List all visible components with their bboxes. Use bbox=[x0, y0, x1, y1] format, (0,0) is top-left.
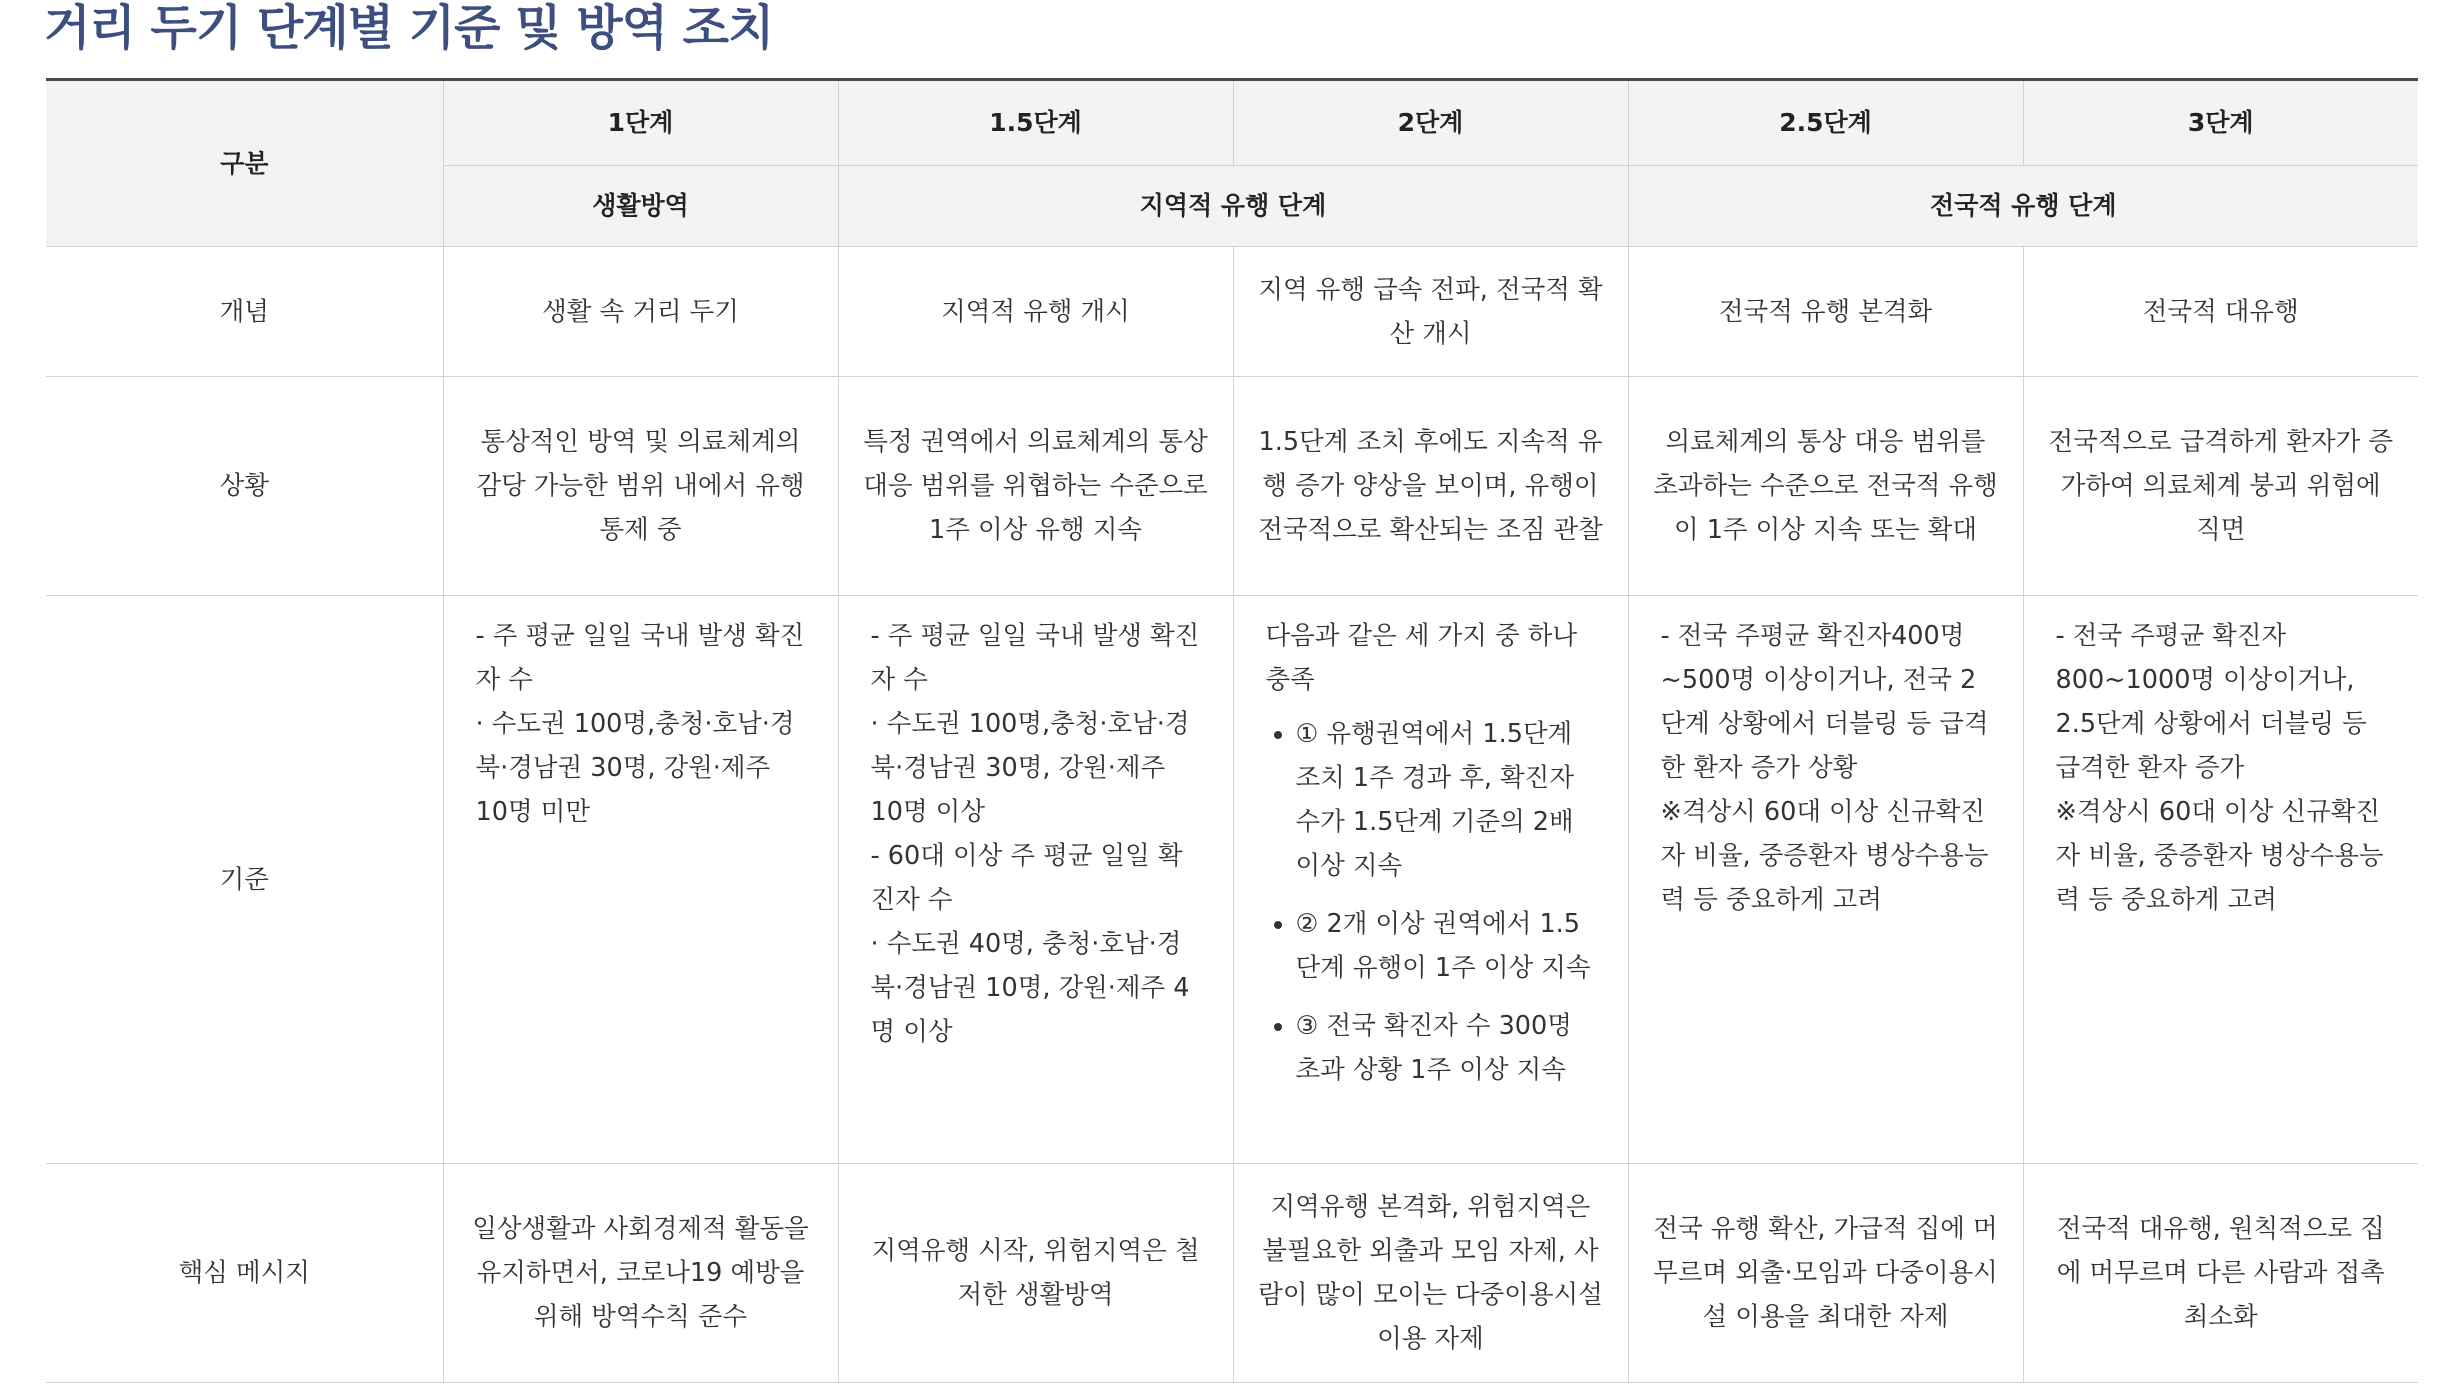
row-label-key-message: 핵심 메시지 bbox=[46, 1164, 443, 1383]
header-group-daily-prevention: 생활방역 bbox=[443, 166, 838, 247]
cell-message-stage-2: 지역유행 본격화, 위험지역은 불필요한 외출과 모임 자제, 사람이 많이 모이는 다중이용시설 이용 자제 bbox=[1233, 1164, 1628, 1383]
cell-message-stage-2-5: 전국 유행 확산, 가급적 집에 머무르며 외출·모임과 다중이용시설 이용을 최대한 자제 bbox=[1628, 1164, 2023, 1383]
cell-concept-stage-3: 전국적 대유행 bbox=[2023, 247, 2418, 377]
criteria-text: - 주 평균 일일 국내 발생 확진자 수 bbox=[870, 621, 1200, 695]
criteria-intro: 다음과 같은 세 가지 중 하나 충족 bbox=[1265, 621, 1577, 695]
header-stage-1: 1단계 bbox=[443, 80, 838, 166]
cell-concept-stage-1: 생활 속 거리 두기 bbox=[443, 247, 838, 377]
criteria-list bbox=[1266, 712, 1598, 1092]
criteria-text: - 전국 주평균 확진자 800~1000명 이상이거나, 2.5단계 상황에서 더블링 등 급격한 환자 증가 bbox=[2055, 621, 2367, 783]
cell-message-stage-1-5: 지역유행 시작, 위험지역은 철저한 생활방역 bbox=[838, 1164, 1233, 1383]
row-label-concept: 개념 bbox=[46, 247, 443, 377]
cell-message-stage-1: 일상생활과 사회경제적 활동을 유지하면서, 코로나19 예방을 위해 방역수칙 준수 bbox=[443, 1164, 838, 1383]
cell-message-stage-3: 전국적 대유행, 원칙적으로 집에 머무르며 다른 사람과 접촉 최소화 bbox=[2023, 1164, 2418, 1383]
cell-situation-stage-1: 통상적인 방역 및 의료체계의 감당 가능한 범위 내에서 유행 통제 중 bbox=[443, 377, 838, 596]
criteria-note: ※격상시 60대 이상 신규확진자 비율, 중증환자 병상수용능력 등 중요하게 고려 bbox=[2055, 797, 2384, 915]
cell-criteria-stage-1-5 bbox=[838, 596, 1233, 1164]
cell-concept-stage-2-5: 전국적 유행 본격화 bbox=[1628, 247, 2023, 377]
criteria-note: ※격상시 60대 이상 신규확진자 비율, 중증환자 병상수용능력 등 중요하게 고려 bbox=[1660, 797, 1989, 915]
header-stage-1-5: 1.5단계 bbox=[838, 80, 1233, 166]
criteria-text: - 60대 이상 주 평균 일일 확진자 수 bbox=[870, 841, 1183, 915]
header-group-national: 전국적 유행 단계 bbox=[1628, 166, 2418, 247]
row-label-criteria: 기준 bbox=[46, 596, 443, 1164]
page-title: 거리 두기 단계별 기준 및 방역 조치 bbox=[44, 0, 774, 56]
cell-criteria-stage-2-5 bbox=[1628, 596, 2023, 1164]
header-stage-2: 2단계 bbox=[1233, 80, 1628, 166]
list-item: • ③ 전국 확진자 수 300명 초과 상황 1주 이상 지속 bbox=[1296, 1004, 1598, 1092]
header-row-stages bbox=[46, 80, 2418, 166]
distancing-stage-table bbox=[46, 78, 2418, 1383]
criteria-text: - 전국 주평균 확진자400명~500명 이상이거나, 전국 2단계 상황에서 더블링 등 급격한 환자 증가 상황 bbox=[1660, 621, 1989, 783]
list-item: • ① 유행권역에서 1.5단계 조치 1주 경과 후, 확진자수가 1.5단계 기준의 2배 이상 지속 bbox=[1296, 712, 1598, 888]
header-stage-2-5: 2.5단계 bbox=[1628, 80, 2023, 166]
row-label-situation: 상황 bbox=[46, 377, 443, 596]
stage-criteria-table bbox=[46, 78, 2418, 1383]
criteria-text: - 주 평균 일일 국내 발생 확진자 수 bbox=[475, 621, 805, 695]
criteria-text: · 수도권 100명,충청·호남·경북·경남권 30명, 강원·제주 10명 미만 bbox=[475, 709, 795, 827]
cell-criteria-stage-2 bbox=[1233, 596, 1628, 1164]
cell-situation-stage-1-5: 특정 권역에서 의료체계의 통상 대응 범위를 위협하는 수준으로 1주 이상 유행 지속 bbox=[838, 377, 1233, 596]
row-criteria bbox=[46, 596, 2418, 1164]
cell-criteria-stage-1 bbox=[443, 596, 838, 1164]
cell-concept-stage-1-5: 지역적 유행 개시 bbox=[838, 247, 1233, 377]
row-key-message bbox=[46, 1164, 2418, 1383]
cell-criteria-stage-3 bbox=[2023, 596, 2418, 1164]
row-situation bbox=[46, 377, 2418, 596]
list-item: • ② 2개 이상 권역에서 1.5단계 유행이 1주 이상 지속 bbox=[1296, 902, 1598, 990]
cell-situation-stage-3: 전국적으로 급격하게 환자가 증가하여 의료체계 붕괴 위험에 직면 bbox=[2023, 377, 2418, 596]
header-category: 구분 bbox=[46, 80, 443, 247]
criteria-text: · 수도권 100명,충청·호남·경북·경남권 30명, 강원·제주 10명 이상 bbox=[870, 709, 1190, 827]
header-group-regional: 지역적 유행 단계 bbox=[838, 166, 1628, 247]
cell-concept-stage-2: 지역 유행 급속 전파, 전국적 확산 개시 bbox=[1233, 247, 1628, 377]
cell-situation-stage-2: 1.5단계 조치 후에도 지속적 유행 증가 양상을 보이며, 유행이 전국적으로 확산되는 조짐 관찰 bbox=[1233, 377, 1628, 596]
row-concept bbox=[46, 247, 2418, 377]
cell-situation-stage-2-5: 의료체계의 통상 대응 범위를 초과하는 수준으로 전국적 유행이 1주 이상 지속 또는 확대 bbox=[1628, 377, 2023, 596]
header-stage-3: 3단계 bbox=[2023, 80, 2418, 166]
criteria-text: · 수도권 40명, 충청·호남·경북·경남권 10명, 강원·제주 4명 이상 bbox=[870, 929, 1190, 1047]
